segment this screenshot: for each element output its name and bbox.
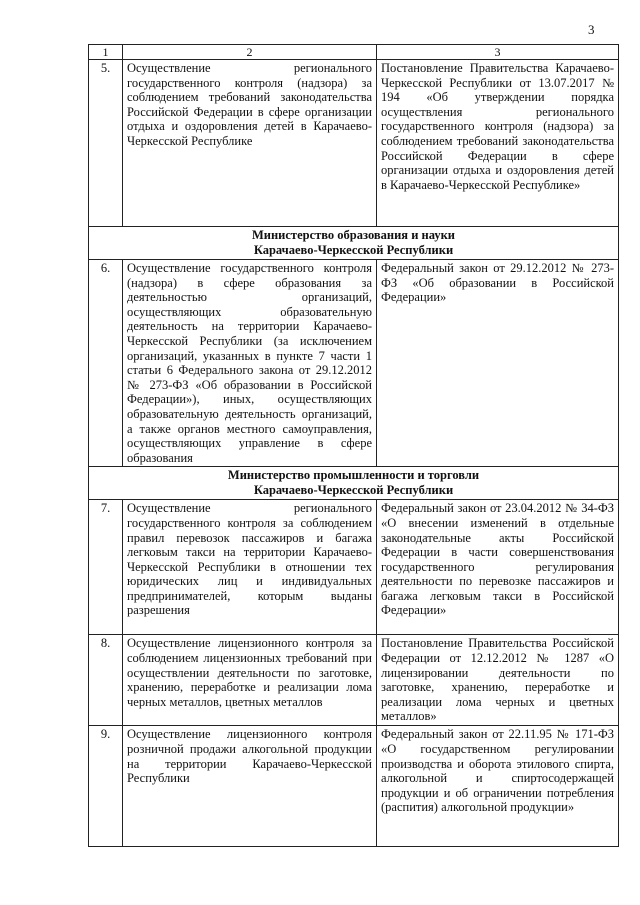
row-legal-act: Постановление Правительства Российской Федерации от 12.12.2012 № 1287 «О лицензировании деятельности по заготовке, хранению, переработке и реализации лома черных и цветных металлов» (377, 635, 619, 726)
row-activity: Осуществление лицензионного контроля за соблюдением лицензионных требований при осуществлении деятельности по заготовке, хранению, переработке и реализации лома черных металлов, цветных металлов (123, 635, 377, 726)
section-ministry-industry-trade (89, 467, 619, 500)
row-activity: Осуществление регионального государственного контроля (надзора) за соблюдением требований законодательства Российской Федерации в сфере организации отдыха и оздоровления детей в Карачаево-Черкесской Республике (123, 60, 377, 227)
section-title-line1: Министерство образования и науки (251, 228, 455, 242)
row-legal-act: Постановление Правительства Карачаево-Черкесской Республики от 13.07.2017 № 194 «Об утверждении порядка осуществления регионального государственного контроля (надзора) за соблюдением требований законодательства Российской Федерации в сфере организации отдыха и оздоровления детей в Карачаево-Черкесской Республике» (377, 60, 619, 227)
table-row-7 (89, 500, 619, 635)
column-header-activity: 2 (123, 45, 377, 60)
page-number: 3 (588, 22, 595, 37)
row-legal-act: Федеральный закон от 23.04.2012 № 34-ФЗ «О внесении изменений в отдельные законодательные акты Российской Федерации в части совершенствования государственного регулирования деятельности по перевозке пассажиров и багажа легковым такси в Российской Федерации» (377, 500, 619, 635)
row-number: 8. (89, 635, 123, 726)
section-title-line1: Министерство промышленности и торговли (227, 468, 480, 483)
row-number: 9. (89, 726, 123, 847)
table-row-8 (89, 635, 619, 726)
table-header-row (89, 45, 619, 60)
section-title-line2: Карачаево-Черкесской Республики (253, 483, 454, 498)
control-types-table (88, 44, 619, 847)
table-row-9 (89, 726, 619, 847)
column-header-number: 1 (89, 45, 123, 60)
section-ministry-education (89, 227, 619, 260)
table-row-5 (89, 60, 619, 227)
column-header-legal-act: 3 (377, 45, 619, 60)
row-activity: Осуществление лицензионного контроля розничной продажи алкогольной продукции на территории Карачаево-Черкесской Республики (123, 726, 377, 847)
row-number: 6. (89, 260, 123, 467)
row-legal-act: Федеральный закон от 22.11.95 № 171-ФЗ «О государственном регулировании производства и оборота этилового спирта, алкогольной и спиртосодержащей продукции и об ограничении потребления (распития) алкогольной продукции» (377, 726, 619, 847)
row-activity: Осуществление государственного контроля (надзора) в сфере образования за деятельностью организаций, осуществляющих образовательную деятельность на территории Карачаево-Черкесской Республики (за исключением организаций, указанных в пункте 7 части 1 статьи 6 Федерального закона от 29.12.2012 № 273-ФЗ «Об образовании в Российской Федерации»), иных, осуществляющих образовательную деятельность организаций, а также органов местного самоуправления, осуществляющих управление в сфере образования (123, 260, 377, 467)
section-title-line2: Карачаево-Черкесской Республики (253, 243, 454, 257)
row-legal-act: Федеральный закон от 29.12.2012 № 273-ФЗ «Об образовании в Российской Федерации» (377, 260, 619, 467)
row-number: 7. (89, 500, 123, 635)
row-number: 5. (89, 60, 123, 227)
row-activity: Осуществление регионального государственного контроля за соблюдением правил перевозок пассажиров и багажа легковым такси на территории Карачаево-Черкесской Республики в отношении тех юридических лиц и индивидуальных предпринимателей, которым выданы разрешения (123, 500, 377, 635)
table-row-6 (89, 260, 619, 467)
